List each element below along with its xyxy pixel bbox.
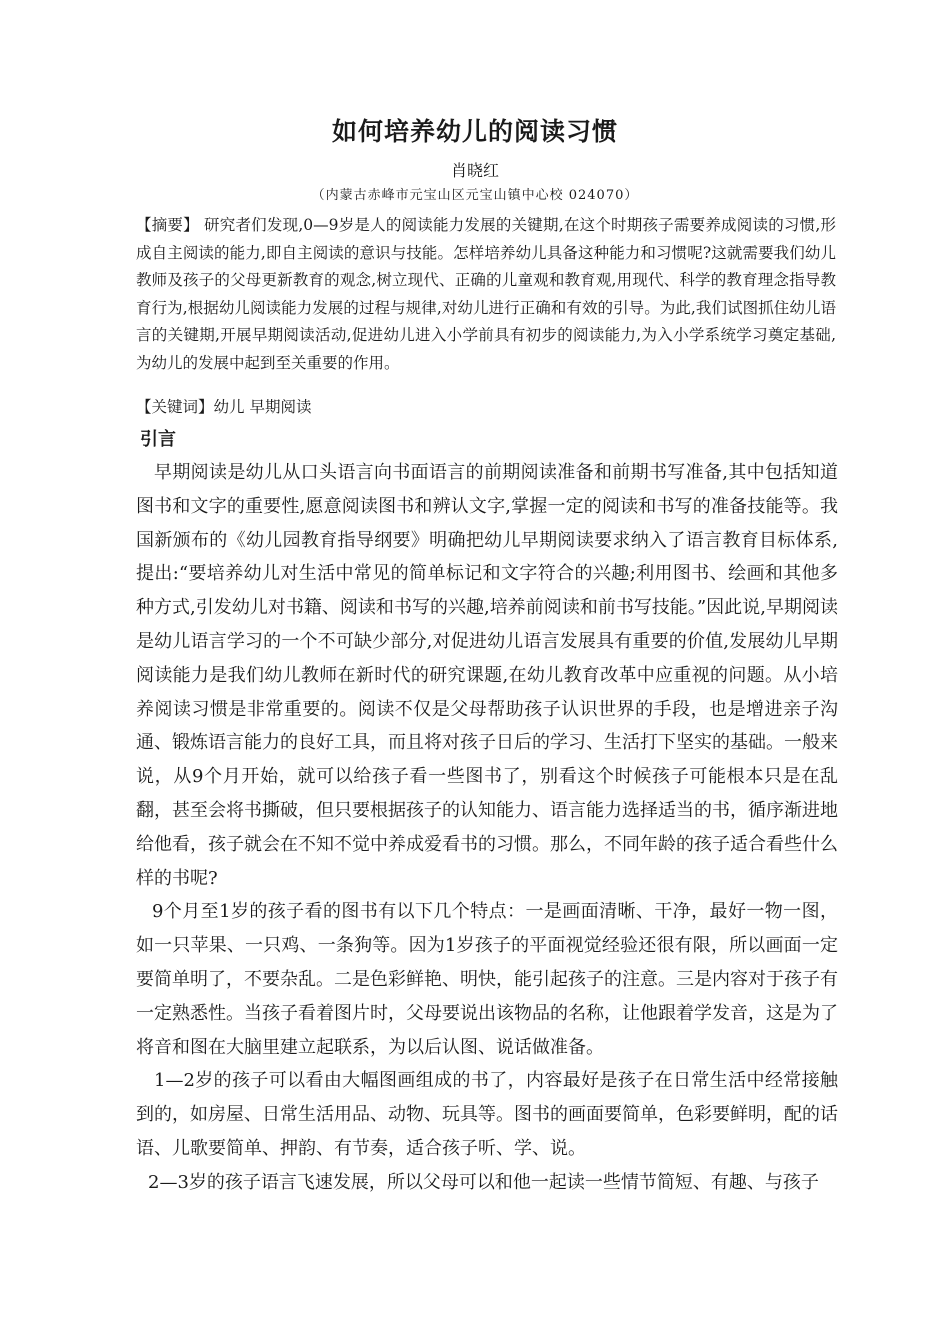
author-affiliation: （内蒙古赤峰市元宝山区元宝山镇中心校 024070） (311, 188, 639, 203)
abstract-text: 研究者们发现,0—9岁是人的阅读能力发展的关键期,在这个时期孩子需要养成阅读的习惯,形成自主阅读的能力,即自主阅读的意识与技能。怎样培养幼儿具备这种能力和习惯呢?这就需要我们幼儿教师及孩子的父母更新教育的观念,树立现代、正确的儿童观和教育观,用现代、科学的教育理念指导教育行为,根据幼儿阅读能力发展的过程与规律,对幼儿进行正确和有效的引导。为此,我们试图抓住幼儿语言的关键期,开展早期阅读活动,促进幼儿进入小学前具有初步的阅读能力,为入小学系统学习奠定基础,为幼儿的发展中起到至关重要的作用。 (136, 216, 836, 372)
body-paragraph-3: 1—2岁的孩子可以看由大幅图画组成的书了，内容最好是孩子在日常生活中经常接触到的，如房屋、日常生活用品、动物、玩具等。图书的画面要简单，色彩要鲜明，配的话语、儿歌要简单、押韵、有节奏，适合孩子听、学、说。 (136, 1070, 838, 1159)
section-heading: 引言 (140, 429, 176, 450)
abstract-section (136, 212, 836, 377)
body-paragraph-1: 早期阅读是幼儿从口头语言向书面语言的前期阅读准备和前期书写准备,其中包括知道图书和文字的重要性,愿意阅读图书和辨认文字,掌握一定的阅读和书写的准备技能等。我国新颁布的《幼儿园教育指导纲要》明确把幼儿早期阅读要求纳入了语言教育目标体系,提出:“要培养幼儿对生活中常见的简单标记和文字符合的兴趣;利用图书、绘画和其他多种方式,引发幼儿对书籍、阅读和书写的兴趣,培养前阅读和前书写技能。”因此说,早期阅读是幼儿语言学习的一个不可缺少部分,对促进幼儿语言发展具有重要的价值,发展幼儿早期阅读能力是我们幼儿教师在新时代的研究课题,在幼儿教育改革中应重视的问题。从小培养阅读习惯是非常重要的。阅读不仅是父母帮助孩子认识世界的手段，也是增进亲子沟通、锻炼语言能力的良好工具，而且将对孩子日后的学习、生活打下坚实的基础。一般来说，从9个月开始，就可以给孩子看一些图书了，别看这个时候孩子可能根本只是在乱翻，甚至会将书撕破，但只要根据孩子的认知能力、语言能力选择适当的书，循序渐进地给他看，孩子就会在不知不觉中养成爱看书的习惯。那么，不同年龄的孩子适合看些什么样的书呢? (136, 462, 838, 889)
abstract-label: 【摘要】 (136, 216, 199, 234)
abstract-paragraph (136, 212, 836, 377)
body-text (136, 456, 838, 1200)
document-title: 如何培养幼儿的阅读习惯 (331, 117, 618, 146)
body-paragraph-4: 2—3岁的孩子语言飞速发展，所以父母可以和他一起读一些情节简短、有趣、与孩子 (148, 1171, 819, 1193)
body-paragraph-2: 9个月至1岁的孩子看的图书有以下几个特点：一是画面清晰、干净，最好一物一图，如一只苹果、一只鸡、一条狗等。因为1岁孩子的平面视觉经验还很有限，所以画面一定要简单明了，不要杂乱。二是色彩鲜艳、明快，能引起孩子的注意。三是内容对于孩子有一定熟悉性。当孩子看着图片时，父母要说出该物品的名称，让他跟着学发音，这是为了将音和图在大脑里建立起联系，为以后认图、说话做准备。 (136, 901, 838, 1058)
author-name: 肖晓红 (450, 161, 499, 180)
keywords-section (136, 394, 836, 422)
keywords-label: 【关键词】 (136, 398, 214, 416)
keywords-text: 幼儿 早期阅读 (213, 398, 312, 416)
